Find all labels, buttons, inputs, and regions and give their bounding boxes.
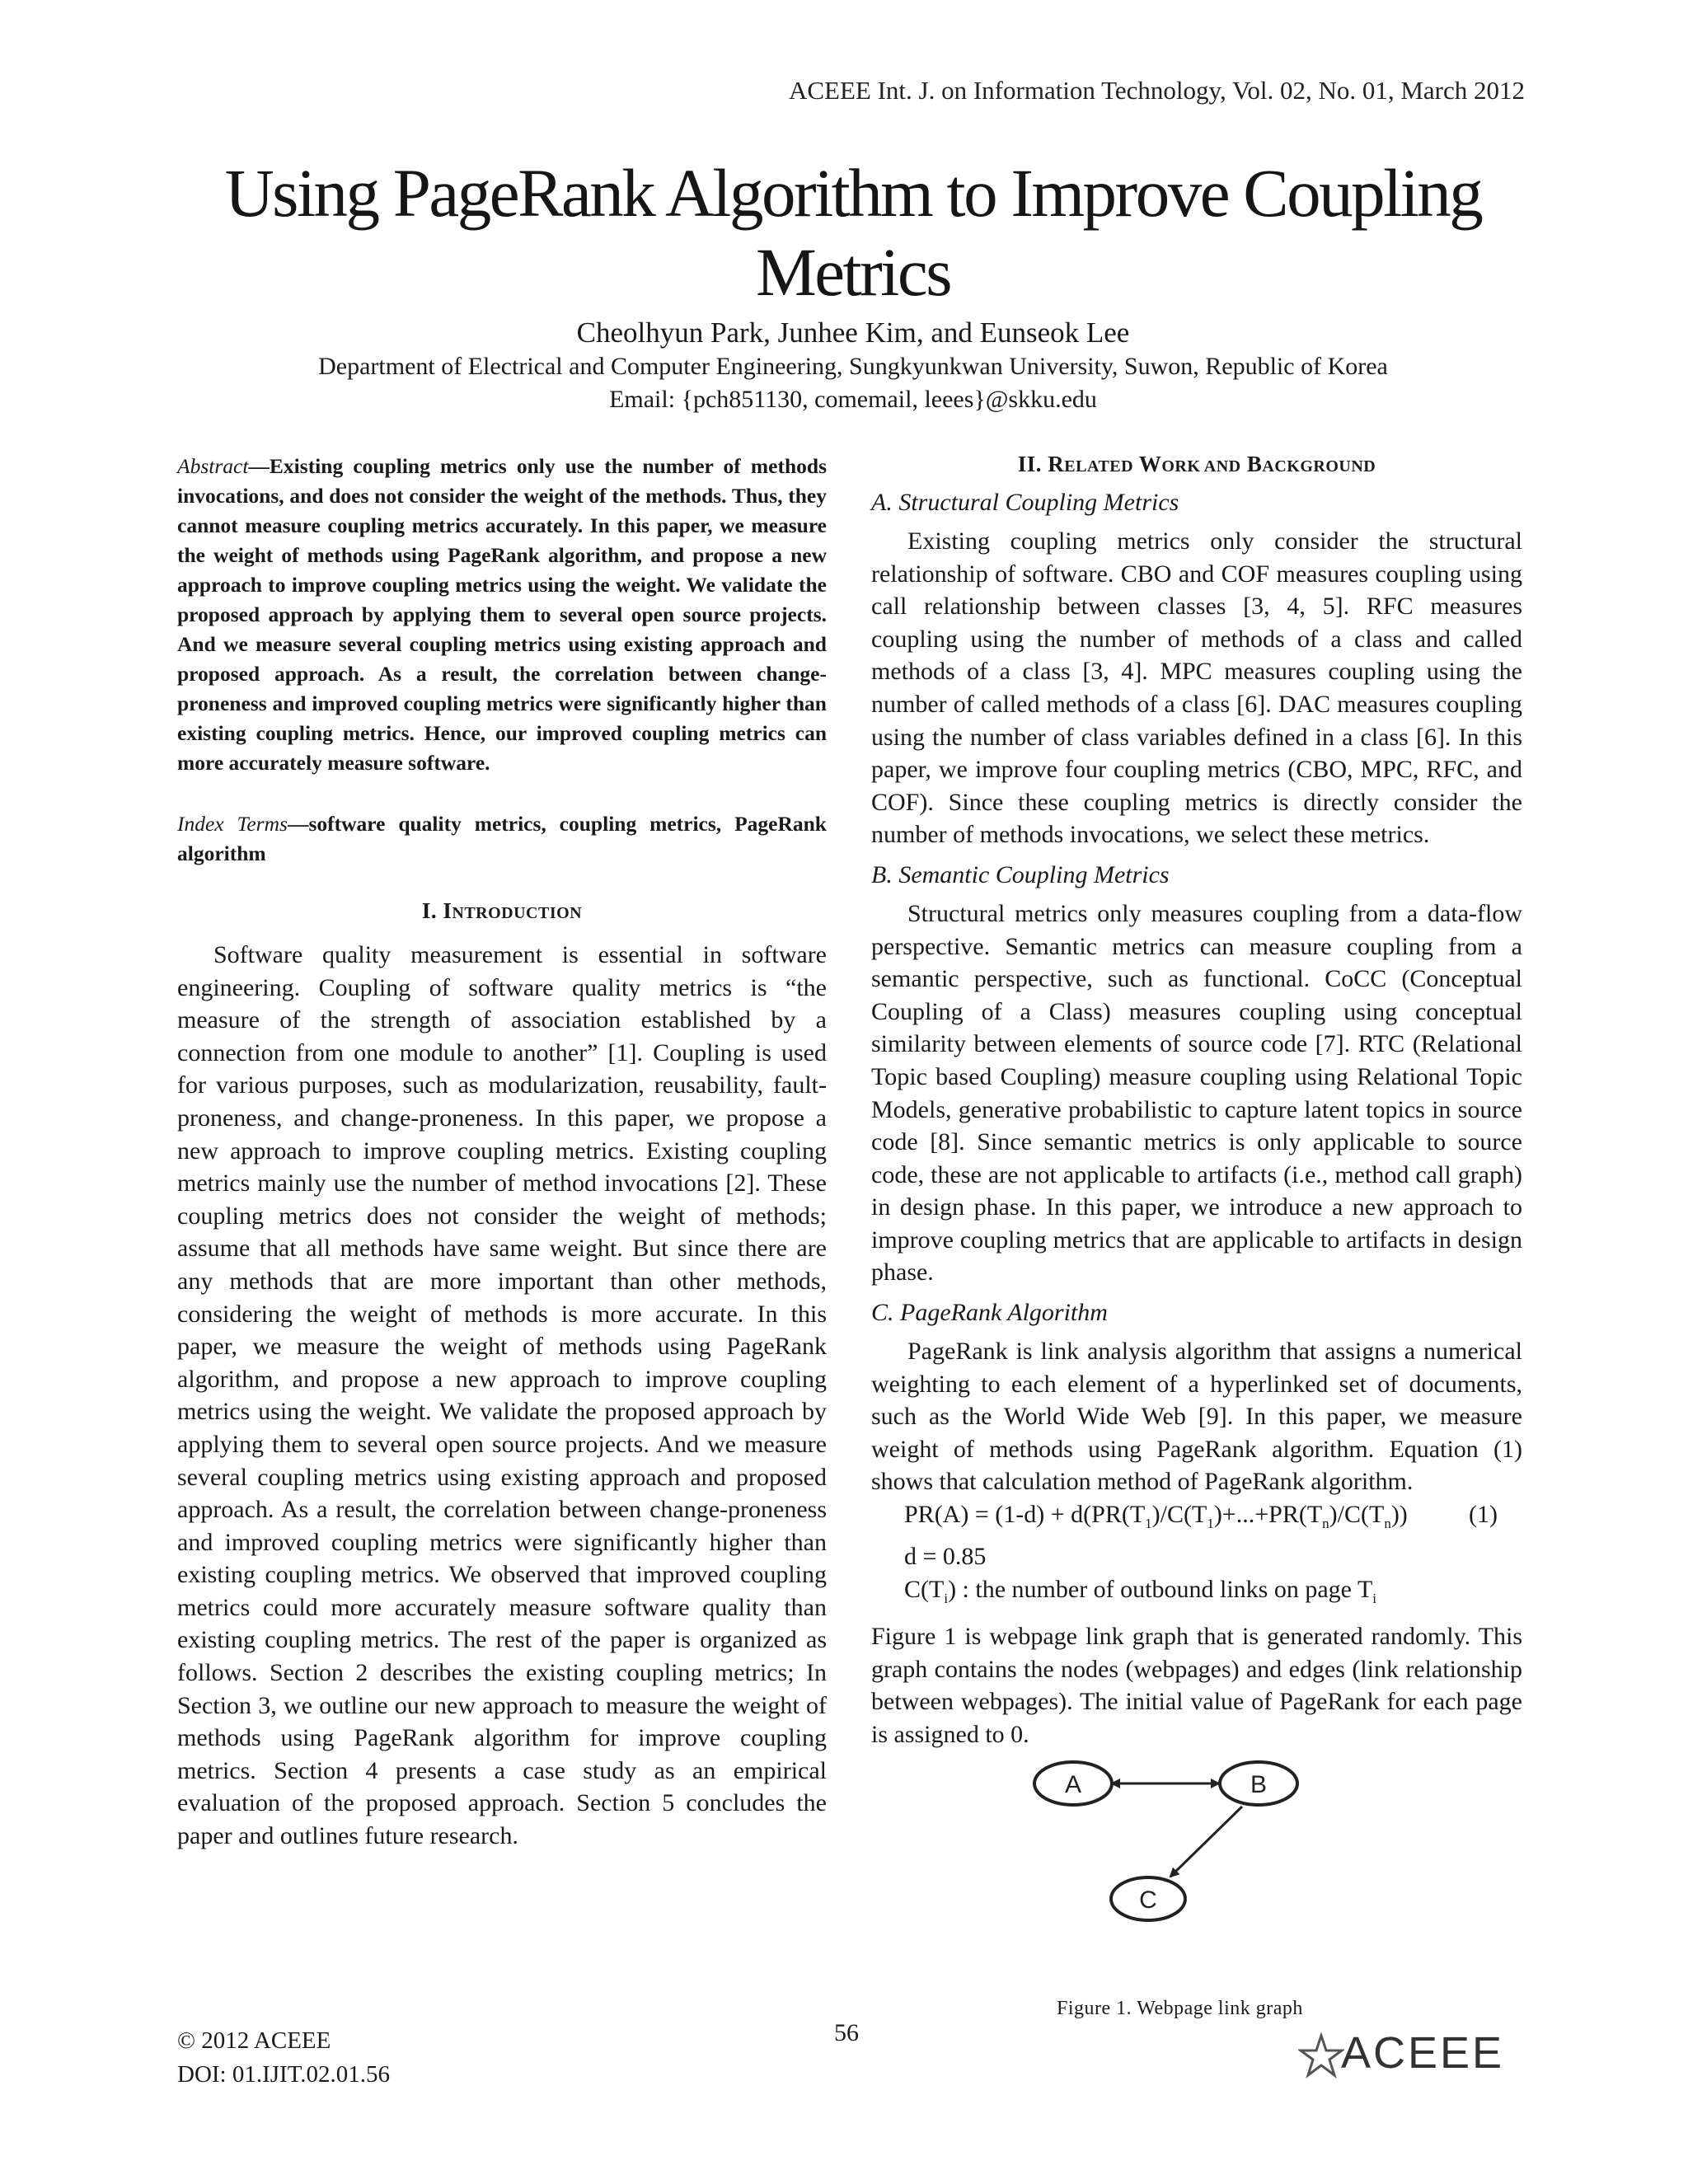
index-terms-label: Index Terms— — [177, 812, 309, 836]
paragraph-pagerank: PageRank is link analysis algorithm that assigns a numerical weighting to each element of a hyperlinked set of documents, such as the World Wide Web [9]. In this paper, we measure weight of methods using PageRank algorithm. Equation (1) shows that calculation method of PageRank algorithm. — [871, 1338, 1522, 1496]
link-graph — [1020, 1757, 1366, 1933]
section-heading-related-work: II. RELATED WORK AND BACKGROUND — [1017, 452, 1376, 476]
title-line-1: Using PageRank Algorithm to Improve Coupling — [224, 155, 1482, 231]
node-b-label: B — [1250, 1771, 1268, 1799]
index-terms — [177, 809, 827, 869]
figure-caption: Figure 1. Webpage link graph — [1057, 1998, 1303, 2019]
paragraph-figure-desc: Figure 1 is webpage link graph that is generated randomly. This graph contains the nodes (webpages) and edges (link relationship between webpages). The initial value of PageRank for each page is assigned to 0. — [871, 1623, 1522, 1748]
footer-left — [177, 2024, 390, 2092]
figure-1 — [871, 1757, 1522, 1933]
logo-text: ACEEE — [1341, 2028, 1505, 2078]
right-column — [871, 452, 1522, 1933]
equation-number: (1) — [1469, 1501, 1498, 1529]
title-line-2: Metrics — [755, 234, 951, 310]
section-heading-introduction: I. INTRODUCTION — [421, 898, 583, 923]
aceee-logo — [1298, 2026, 1529, 2083]
intro-paragraph: Software quality measurement is essential in software engineering. Coupling of software quality metrics is “the measure of the strength of association established by a connection from one module to another” [1]. Coupling is used for various purposes, such as modularization, reusability, fault-proneness, and change-proneness. In this paper, we propose a new approach to improve coupling metrics. Existing coupling metrics mainly use the number of method invocations [2]. These coupling metrics does not consider the weight of methods; assume that all methods have same weight. But since there are any methods that are more important than other methods, considering the weight of methods is more accurate. In this paper, we measure the weight of methods using PageRank algorithm, and propose a new approach to improve coupling metrics using the weight. We validate the proposed approach by applying them to several open source projects. And we measure several coupling metrics using existing approach and proposed approach. As a result, the correlation between change-proneness and improved coupling metrics were significantly higher than existing coupling metrics. We observed that improved coupling metrics could more accurately measure software quality than existing coupling metrics. The rest of the paper is organized as follows. Section 2 describes the existing coupling metrics; In Section 3, we outline our new approach to measure the weight of methods using PageRank algorithm for improve coupling metrics. Section 4 presents a case study as an empirical evaluation of the proposed approach. Section 5 concludes the paper and outlines future research. — [177, 941, 827, 1850]
node-a-label: A — [1064, 1771, 1082, 1799]
copyright: © 2012 ACEEE — [177, 2027, 331, 2054]
equation-d: d = 0.85 — [904, 1543, 987, 1571]
node-c-label: C — [1139, 1886, 1157, 1915]
page-number: 56 — [834, 2019, 859, 2046]
abstract-label: Abstract— — [177, 454, 270, 478]
subsection-semantic: B. Semantic Coupling Metrics — [871, 860, 1170, 888]
star-logo-icon — [1298, 2032, 1344, 2082]
edge-b-c — [1170, 1807, 1242, 1877]
equation-1: $PR(A) = (1-d) + d(PR(T_1)/C(T_1)+...+PR(T_n)/C(T_n))$ (1) — [871, 1498, 1522, 1540]
paragraph-structural: Existing coupling metrics only consider the structural relationship of software. CBO and COF measures coupling using call relationship between classes [3, 4, 5]. RFC measures coupling using the number of methods of a class and called methods of a class [3, 4]. MPC measures coupling using the number of called methods of a class [6]. DAC measures coupling using the number of class variables defined in a class [6]. In this paper, we improve four coupling metrics (CBO, MPC, RFC, and COF). Since these coupling metrics is directly consider the number of methods invocations, we select these metrics. — [871, 527, 1522, 849]
affiliation: Department of Electrical and Computer Engineering, Sungkyunkwan University, Suwon, Republic of Korea — [318, 353, 1388, 380]
journal-header: ACEEE Int. J. on Information Technology, Vol. 02, No. 01, March 2012 — [788, 76, 1525, 105]
subsection-pagerank: C. PageRank Algorithm — [871, 1299, 1108, 1327]
subsection-structural: A. Structural Coupling Metrics — [871, 489, 1179, 516]
authors: Cheolhyun Park, Junhee Kim, and Eunseok Lee — [576, 316, 1130, 349]
abstract — [177, 452, 827, 778]
equation-c: $C(T_i)$ : the number of outbound links on page $T_i$ — [904, 1576, 1376, 1607]
abstract-text: Existing coupling metrics only use the number of methods invocations, and does not consider the weight of the methods. Thus, they cannot measure coupling metrics accurately. In this paper, we measure the weight of methods using PageRank algorithm, and propose a new approach to improve coupling metrics using the weight. We validate the proposed approach by applying them to several open source projects. And we measure several coupling metrics using existing approach and proposed approach. As a result, the correlation between change-proneness and improved coupling metrics were significantly higher than existing coupling metrics. Hence, our improved coupling metrics can more accurately measure software. — [177, 454, 827, 775]
paper-title — [99, 153, 1607, 312]
paragraph-semantic: Structural metrics only measures coupling from a data-flow perspective. Semantic metrics can measure coupling from a semantic perspective, such as functional. CoCC (Conceptual Coupling of a Class) measures coupling using conceptual similarity between elements of source code [7]. RTC (Relational Topic based Coupling) measure coupling using Relational Topic Models, generative probabilistic to capture latent topics in source code [8]. Since semantic metrics is only applicable to source code, these are not applicable to artifacts (i.e., method call graph) in design phase. In this paper, we introduce a new approach to improve coupling metrics that are applicable to artifacts in design phase. — [871, 899, 1522, 1286]
doi: DOI: 01.IJIT.02.01.56 — [177, 2061, 391, 2088]
email: Email: {pch851130, comemail, leees}@skku.edu — [609, 386, 1097, 413]
index-terms-text: software quality metrics, coupling metrics, PageRank algorithm — [177, 812, 827, 865]
left-column — [177, 452, 827, 1853]
